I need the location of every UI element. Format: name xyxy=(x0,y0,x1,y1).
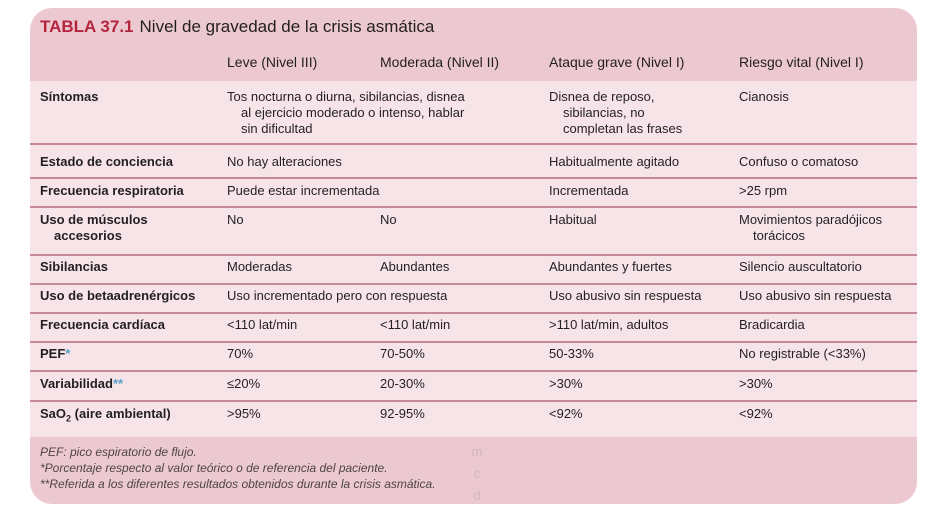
cell-life-threatening xyxy=(739,89,914,105)
cell-severe xyxy=(549,89,734,137)
watermark-letter: c xyxy=(473,466,481,481)
cell-line: torácicos xyxy=(753,228,806,243)
cell-life-threatening xyxy=(739,288,914,304)
cell-line: Incrementada xyxy=(549,183,629,198)
row-label xyxy=(40,406,171,427)
row-label-text: Estado de conciencia xyxy=(40,154,173,169)
table-footnotes xyxy=(40,444,436,492)
row-separator xyxy=(30,312,917,314)
cell-severe xyxy=(549,288,734,304)
row-separator xyxy=(30,341,917,343)
merged-cell xyxy=(227,183,537,199)
cell-moderate xyxy=(380,259,540,275)
cell-mild xyxy=(227,406,377,422)
row-separator xyxy=(30,177,917,179)
cell-line: 70-50% xyxy=(380,346,425,361)
row-label-text: Sibilancias xyxy=(40,259,108,274)
row-label-text: SaO xyxy=(40,406,67,421)
row-label-suffix: (aire ambiental) xyxy=(71,406,171,421)
cell-mild xyxy=(227,317,377,333)
cell-line: >30% xyxy=(549,376,583,391)
cell-line: al ejercicio moderado o intenso, hablar xyxy=(241,105,465,120)
cell-line: No hay alteraciones xyxy=(227,154,342,169)
cell-line: Movimientos paradójicos xyxy=(739,212,883,227)
cell-line: sin dificultad xyxy=(241,121,313,136)
row-separator xyxy=(30,370,917,372)
cell-line: 70% xyxy=(227,346,254,361)
table-header-row xyxy=(30,45,917,81)
cell-severe xyxy=(549,154,734,170)
row-label xyxy=(40,376,123,392)
row-label xyxy=(40,212,148,244)
row-label xyxy=(40,154,173,170)
row-label-text: Frecuencia respiratoria xyxy=(40,183,184,198)
cell-line: <110 lat/min xyxy=(380,317,451,332)
cell-life-threatening xyxy=(739,317,914,333)
cell-life-threatening xyxy=(739,212,914,244)
row-label xyxy=(40,288,195,304)
header-moderate: Moderada (Nivel II) xyxy=(380,54,500,70)
cell-line: No xyxy=(227,212,244,227)
row-separator xyxy=(30,400,917,402)
cell-line: Disnea de reposo, xyxy=(549,89,655,104)
cell-severe xyxy=(549,406,734,422)
row-label xyxy=(40,346,70,362)
row-separator xyxy=(30,254,917,256)
cell-line: Habitual xyxy=(549,212,597,227)
cell-line: completan las frases xyxy=(563,121,683,136)
row-label-subscript: 2 xyxy=(66,413,72,424)
merged-cell xyxy=(227,288,537,304)
cell-line: Moderadas xyxy=(227,259,293,274)
table-title-text: Nivel de gravedad de la crisis asmática xyxy=(139,17,435,36)
cell-line: <92% xyxy=(549,406,583,421)
cell-line: Bradicardia xyxy=(739,317,805,332)
cell-mild xyxy=(227,259,377,275)
cell-line: 20-30% xyxy=(380,376,425,391)
cell-line: Confuso o comatoso xyxy=(739,154,859,169)
severity-table xyxy=(30,45,917,437)
header-severe: Ataque grave (Nivel I) xyxy=(549,54,685,70)
cell-mild xyxy=(227,346,377,362)
cell-line: Puede estar incrementada xyxy=(227,183,380,198)
cell-moderate xyxy=(380,317,540,333)
cell-life-threatening xyxy=(739,406,914,422)
row-label xyxy=(40,183,184,199)
cell-line: Abundantes xyxy=(380,259,450,274)
cell-line: Habitualmente agitado xyxy=(549,154,680,169)
cell-line: <110 lat/min xyxy=(227,317,298,332)
cell-line: >110 lat/min, adultos xyxy=(549,317,669,332)
row-label xyxy=(40,317,165,333)
cell-life-threatening xyxy=(739,183,914,199)
row-separator xyxy=(30,283,917,285)
cell-line: >25 rpm xyxy=(739,183,788,198)
cell-line: Silencio auscultatorio xyxy=(739,259,862,274)
cell-line: 92-95% xyxy=(380,406,425,421)
cell-moderate xyxy=(380,376,540,392)
cell-line: Uso abusivo sin respuesta xyxy=(549,288,702,303)
watermark-letter: m xyxy=(471,444,483,459)
footnote-marker: ** xyxy=(112,376,124,391)
cell-severe xyxy=(549,346,734,362)
table-title xyxy=(40,17,434,37)
cell-severe xyxy=(549,259,734,275)
cell-moderate xyxy=(380,212,540,228)
row-label-text: Uso de betaadrenérgicos xyxy=(40,288,196,303)
footnote: *Porcentaje respecto al valor teórico o de referencia del paciente. xyxy=(40,461,388,475)
footnote-marker: * xyxy=(65,346,71,361)
row-label-text: PEF xyxy=(40,346,66,361)
cell-severe xyxy=(549,183,734,199)
cell-life-threatening xyxy=(739,154,914,170)
cell-life-threatening xyxy=(739,259,914,275)
cell-line: >30% xyxy=(739,376,773,391)
cell-line: Abundantes y fuertes xyxy=(549,259,672,274)
header-life-threatening: Riesgo vital (Nivel I) xyxy=(739,54,864,70)
row-label xyxy=(40,89,99,105)
row-separator xyxy=(30,143,917,145)
cell-life-threatening xyxy=(739,346,914,362)
cell-line: 50-33% xyxy=(549,346,594,361)
row-label xyxy=(40,259,108,275)
cell-moderate xyxy=(380,346,540,362)
row-label-text: accesorios xyxy=(54,228,122,243)
cell-life-threatening xyxy=(739,376,914,392)
table-card xyxy=(30,8,917,504)
cell-line: ≤20% xyxy=(227,376,261,391)
cell-line: Tos nocturna o diurna, sibilancias, disnea xyxy=(227,89,465,104)
cell-line: Cianosis xyxy=(739,89,789,104)
footnote: **Referida a los diferentes resultados obtenidos durante la crisis asmática. xyxy=(40,477,436,491)
cell-mild xyxy=(227,212,377,228)
row-separator xyxy=(30,206,917,208)
cell-line: No xyxy=(380,212,397,227)
cell-moderate xyxy=(380,406,540,422)
merged-cell xyxy=(227,89,537,137)
row-label-text: Uso de músculos xyxy=(40,212,148,227)
cell-line: sibilancias, no xyxy=(563,105,645,120)
watermark-letter: d xyxy=(473,488,481,503)
cell-line: No registrable (<33%) xyxy=(739,346,866,361)
row-label-text: Variabilidad xyxy=(40,376,113,391)
cell-line: Uso incrementado pero con respuesta xyxy=(227,288,448,303)
table-number: TABLA 37.1 xyxy=(40,17,134,36)
row-label-text: Síntomas xyxy=(40,89,99,104)
footnote: PEF: pico espiratorio de flujo. xyxy=(40,445,197,459)
cell-line: >95% xyxy=(227,406,261,421)
cell-severe xyxy=(549,376,734,392)
merged-cell xyxy=(227,154,537,170)
cell-severe xyxy=(549,317,734,333)
cell-line: Uso abusivo sin respuesta xyxy=(739,288,892,303)
cell-severe xyxy=(549,212,734,228)
cell-mild xyxy=(227,376,377,392)
row-label-text: Frecuencia cardíaca xyxy=(40,317,166,332)
cell-line: <92% xyxy=(739,406,773,421)
header-mild: Leve (Nivel III) xyxy=(227,54,318,70)
